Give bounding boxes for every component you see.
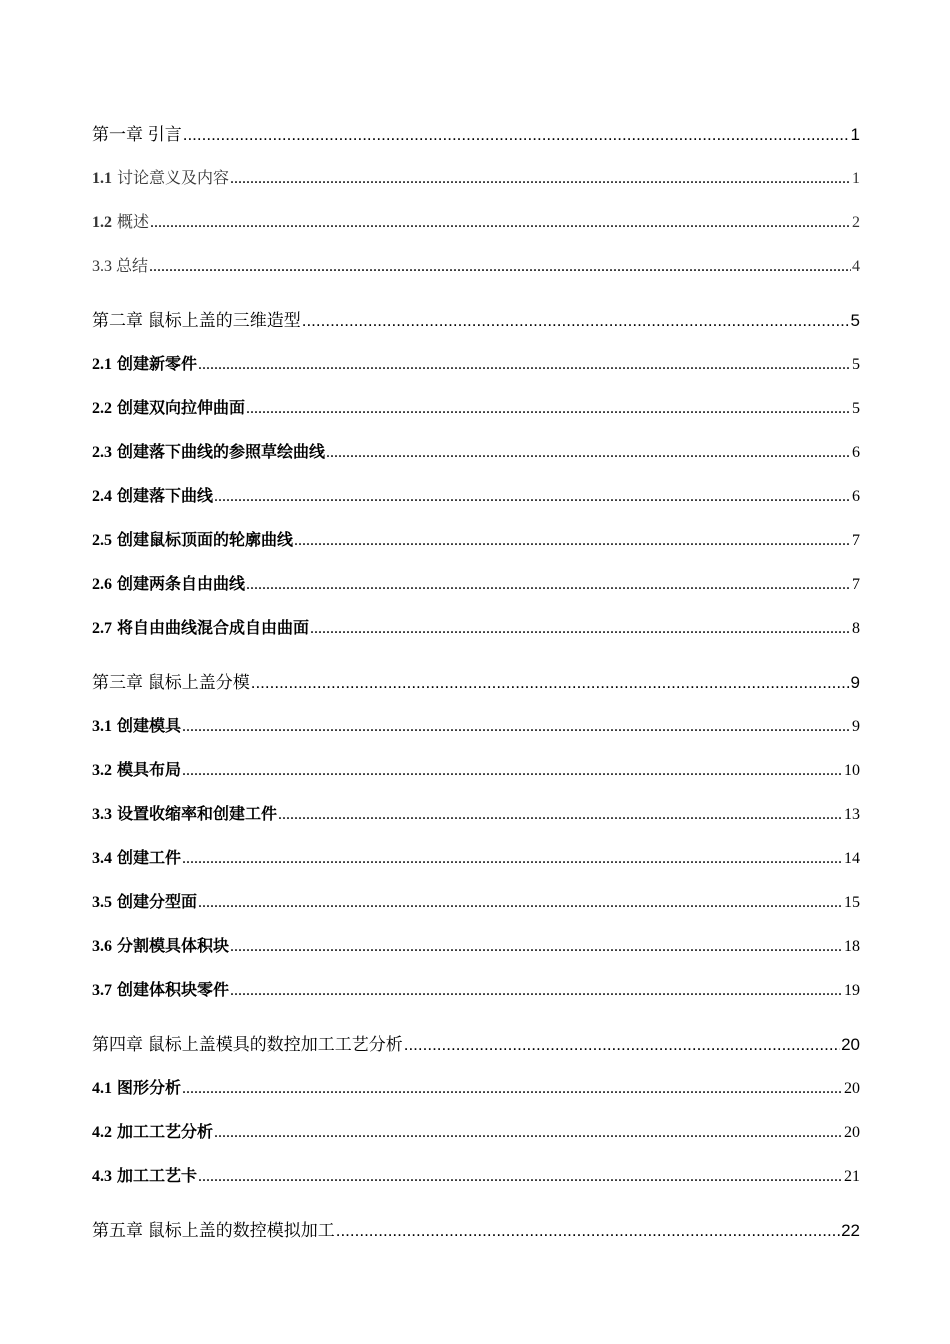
toc-dot-leader <box>230 930 843 964</box>
toc-entry-section <box>92 974 860 1018</box>
toc-dot-leader <box>278 798 843 832</box>
toc-entry-section <box>92 524 860 568</box>
toc-entry-chapter-2 <box>92 304 860 348</box>
toc-entry-number: 1.1 <box>92 170 112 187</box>
toc-dot-leader <box>198 1160 843 1194</box>
toc-entry-section <box>92 612 860 656</box>
toc-entry-section <box>92 436 860 480</box>
toc-entry-title: 分割模具体积块 <box>117 938 230 955</box>
toc-entry-chapter-3 <box>92 666 860 710</box>
toc-entry-page: 13 <box>844 806 860 823</box>
toc-entry-number: 3.4 <box>92 850 112 867</box>
toc-entry-title: 第一章 引言 <box>92 125 182 144</box>
toc-entry-number: 2.7 <box>92 620 112 637</box>
toc-entry-section <box>92 798 860 842</box>
toc-dot-leader <box>214 1116 843 1150</box>
toc-entry-title: 概述 <box>117 214 150 231</box>
toc-entry-page: 5 <box>852 356 860 373</box>
toc-entry-section <box>92 392 860 436</box>
toc-dot-leader <box>310 612 851 646</box>
toc-entry-section <box>92 1160 860 1204</box>
toc-entry-title: 将自由曲线混合成自由曲面 <box>117 620 310 637</box>
toc-entry-number: 4.1 <box>92 1080 112 1097</box>
toc-entry-title: 加工工艺卡 <box>117 1168 198 1185</box>
toc-entry-title: 设置收缩率和创建工件 <box>117 806 278 823</box>
toc-entry-page: 8 <box>852 620 860 637</box>
toc-dot-leader <box>302 304 850 338</box>
toc-dot-leader <box>336 1214 840 1248</box>
toc-entry-section <box>92 162 860 206</box>
toc-dot-leader <box>230 974 843 1008</box>
toc-dot-leader <box>150 206 851 240</box>
toc-entry-chapter-1 <box>92 118 860 162</box>
toc-entry-title: 创建两条自由曲线 <box>117 576 246 593</box>
toc-dot-leader <box>294 524 851 558</box>
toc-entry-page: 2 <box>852 214 860 231</box>
toc-entry-number: 2.3 <box>92 444 112 461</box>
toc-dot-leader <box>198 348 851 382</box>
toc-entry-page: 20 <box>844 1124 860 1141</box>
toc-entry-title: 创建双向拉伸曲面 <box>117 400 246 417</box>
toc-entry-page: 9 <box>850 673 860 692</box>
toc-entry-title: 第三章 鼠标上盖分模 <box>92 673 250 692</box>
toc-entry-section <box>92 842 860 886</box>
toc-entry-section <box>92 206 860 250</box>
toc-entry-title: 创建新零件 <box>117 356 198 373</box>
toc-entry-title: 创建分型面 <box>117 894 198 911</box>
toc-entry-number: 1.2 <box>92 214 112 231</box>
toc-entry-title: 创建工件 <box>117 850 182 867</box>
toc-entry-page: 1 <box>850 125 860 144</box>
toc-entry-page: 22 <box>841 1221 860 1240</box>
toc-entry-page: 5 <box>850 311 860 330</box>
toc-entry-number: 3.7 <box>92 982 112 999</box>
toc-entry-chapter-4 <box>92 1028 860 1072</box>
toc-entry-title: 第五章 鼠标上盖的数控模拟加工 <box>92 1221 335 1240</box>
toc-entry-page: 14 <box>844 850 860 867</box>
toc-entry-number: 4.3 <box>92 1168 112 1185</box>
toc-entry-section <box>92 480 860 524</box>
toc-dot-leader <box>246 568 851 602</box>
toc-entry-number: 3.2 <box>92 762 112 779</box>
toc-entry-page: 19 <box>844 982 860 999</box>
toc-entry-page: 21 <box>844 1168 860 1185</box>
toc-entry-page: 10 <box>844 762 860 779</box>
toc-entry-page: 1 <box>852 170 860 187</box>
toc-entry-title: 讨论意义及内容 <box>117 170 230 187</box>
toc-entry-page: 7 <box>852 532 860 549</box>
toc-entry-page: 20 <box>841 1035 860 1054</box>
toc-entry-title: 第二章 鼠标上盖的三维造型 <box>92 311 301 330</box>
toc-entry-number: 2.4 <box>92 488 112 505</box>
toc-entry-title: 加工工艺分析 <box>117 1124 214 1141</box>
toc-dot-leader <box>214 480 851 514</box>
toc-dot-leader <box>183 118 850 152</box>
toc-entry-number: 3.6 <box>92 938 112 955</box>
toc-entry-page: 6 <box>852 444 860 461</box>
toc-entry-number: 3.3 <box>92 806 112 823</box>
toc-entry-page: 18 <box>844 938 860 955</box>
toc-entry-number: 3.1 <box>92 718 112 735</box>
toc-dot-leader <box>251 666 850 700</box>
toc-entry-section <box>92 930 860 974</box>
toc-entry-section <box>92 250 860 294</box>
toc-entry-title: 图形分析 <box>117 1080 182 1097</box>
toc-entry-section <box>92 754 860 798</box>
toc-entry-title: 模具布局 <box>117 762 182 779</box>
toc-entry-title: 创建体积块零件 <box>117 982 230 999</box>
toc-entry-title: 创建落下曲线的参照草绘曲线 <box>117 444 326 461</box>
toc-entry-section <box>92 568 860 612</box>
toc-entry-section <box>92 710 860 754</box>
toc-entry-page: 15 <box>844 894 860 911</box>
toc-entry-number: 2.1 <box>92 356 112 373</box>
toc-dot-leader <box>182 1072 843 1106</box>
toc-entry-page: 9 <box>852 718 860 735</box>
toc-entry-section <box>92 886 860 930</box>
toc-entry-number: 2.2 <box>92 400 112 417</box>
toc-entry-title: 总结 <box>116 258 149 275</box>
toc-dot-leader <box>198 886 843 920</box>
toc-dot-leader <box>246 392 851 426</box>
toc-entry-number: 2.6 <box>92 576 112 593</box>
toc-entry-section <box>92 1072 860 1116</box>
toc-entry-number: 3.3 <box>92 258 112 275</box>
toc-entry-page: 4 <box>852 258 860 275</box>
toc-dot-leader <box>149 250 851 284</box>
toc-entry-section <box>92 348 860 392</box>
toc-dot-leader <box>230 162 851 196</box>
toc-dot-leader <box>182 754 843 788</box>
toc-entry-title: 创建鼠标顶面的轮廓曲线 <box>117 532 294 549</box>
toc-dot-leader <box>404 1028 840 1062</box>
toc-entry-title: 创建模具 <box>117 718 182 735</box>
toc-entry-title: 创建落下曲线 <box>117 488 214 505</box>
toc-entry-title: 第四章 鼠标上盖模具的数控加工工艺分析 <box>92 1035 403 1054</box>
toc-dot-leader <box>326 436 851 470</box>
toc-entry-section <box>92 1116 860 1160</box>
toc-entry-chapter-5 <box>92 1214 860 1258</box>
table-of-contents <box>92 118 860 1258</box>
toc-dot-leader <box>182 710 851 744</box>
toc-entry-page: 20 <box>844 1080 860 1097</box>
toc-entry-number: 4.2 <box>92 1124 112 1141</box>
toc-entry-page: 5 <box>852 400 860 417</box>
toc-dot-leader <box>182 842 843 876</box>
toc-entry-number: 3.5 <box>92 894 112 911</box>
toc-entry-number: 2.5 <box>92 532 112 549</box>
toc-entry-page: 6 <box>852 488 860 505</box>
toc-entry-page: 7 <box>852 576 860 593</box>
